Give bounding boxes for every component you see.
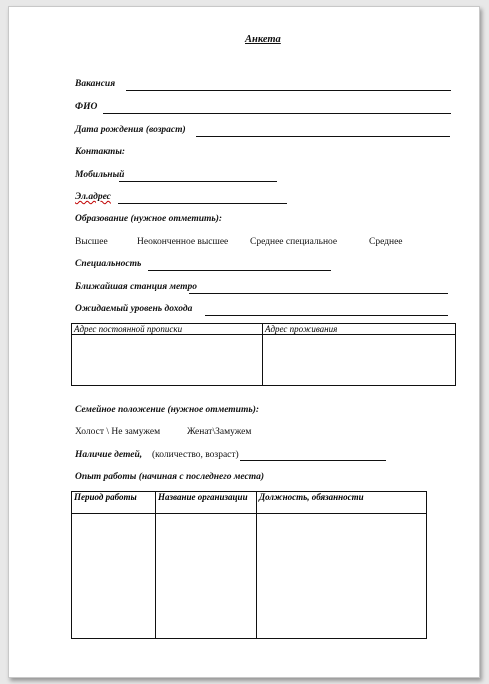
address-header-residence: Адрес проживания: [263, 324, 456, 335]
email-label: Эл.адрес: [75, 192, 111, 202]
experience-label: Опыт работы (начиная с последнего места): [75, 472, 264, 482]
mobile-label: Мобильный: [75, 170, 125, 180]
address-cell-registration[interactable]: [72, 335, 263, 386]
address-header-registration: Адрес постоянной прописки: [72, 324, 263, 335]
children-field[interactable]: [240, 460, 386, 461]
family-label: Семейное положение (нужное отметить):: [75, 405, 260, 415]
education-option[interactable]: Среднее: [369, 237, 403, 247]
income-label: Ожидаемый уровень дохода: [75, 304, 193, 314]
mobile-field[interactable]: [119, 181, 277, 182]
address-cell-residence[interactable]: [263, 335, 456, 386]
education-option[interactable]: Высшее: [75, 237, 108, 247]
address-table: [71, 323, 456, 386]
fio-field[interactable]: [103, 113, 451, 114]
metro-label: Ближайшая станция метро: [75, 282, 198, 292]
birth-field[interactable]: [196, 136, 450, 137]
email-field[interactable]: [118, 203, 287, 204]
contacts-label: Контакты:: [75, 147, 126, 157]
family-option[interactable]: Холост \ Не замужем: [75, 427, 161, 437]
work-cell-period[interactable]: [72, 514, 156, 639]
income-field[interactable]: [205, 315, 448, 316]
education-option[interactable]: Неоконченное высшее: [137, 237, 229, 247]
work-header-position: Должность, обязанности: [257, 492, 427, 514]
fio-label: ФИО: [75, 102, 98, 112]
children-label: Наличие детей,: [75, 450, 143, 460]
work-header-period: Период работы: [72, 492, 156, 514]
document-page: [8, 6, 480, 678]
birth-label: Дата рождения (возраст): [75, 125, 186, 135]
work-header-organization: Название организации: [156, 492, 257, 514]
vacancy-label: Вакансия: [75, 79, 116, 89]
work-cell-organization[interactable]: [156, 514, 257, 639]
children-note: (количество, возраст): [152, 450, 239, 460]
education-label: Образование (нужное отметить):: [75, 214, 223, 224]
work-cell-position[interactable]: [257, 514, 427, 639]
vacancy-field[interactable]: [126, 90, 451, 91]
specialty-field[interactable]: [148, 270, 331, 271]
education-option[interactable]: Среднее специальное: [250, 237, 338, 247]
family-option[interactable]: Женат\Замужем: [187, 427, 252, 437]
metro-field[interactable]: [189, 293, 448, 294]
specialty-label: Специальность: [75, 259, 142, 269]
work-table: [71, 491, 427, 639]
document-title: Анкета: [245, 34, 281, 45]
